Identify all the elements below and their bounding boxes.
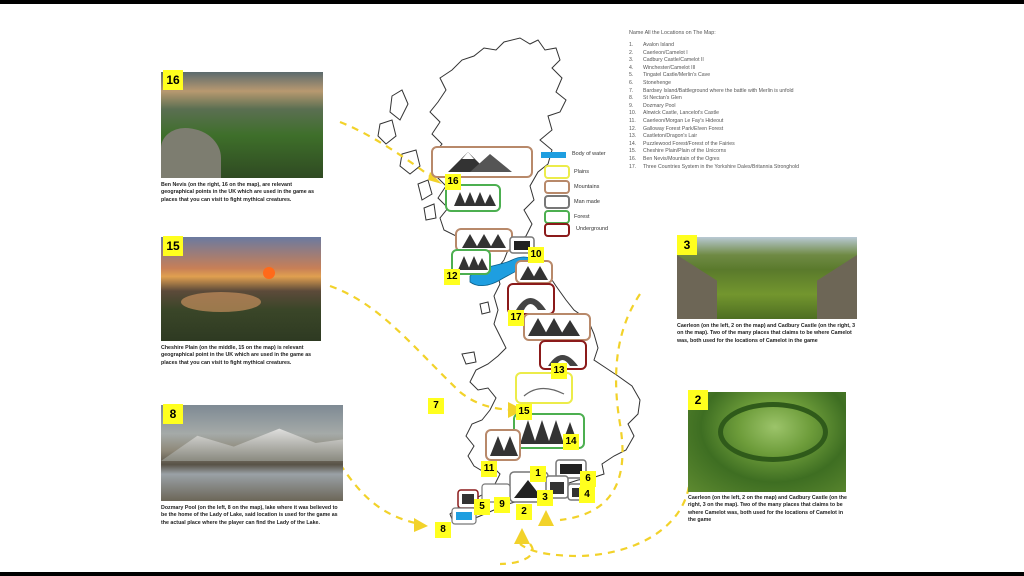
map-label-16: 16 — [445, 174, 461, 190]
map-label-14: 14 — [563, 434, 579, 450]
location-list-text: Caerleon/Morgan Le Fay's Hideout — [643, 117, 724, 124]
location-list-text: Avalon Island — [643, 42, 675, 48]
photo-cadbury-castle — [688, 392, 846, 492]
location-list-number: 13. — [629, 133, 637, 140]
callout-2-caption: Caerleon (on the left, 2 on the map) and Cadbury Castle (on the right, 3 on the map). Two of the many places that claims to be where Camelot was, both used for the locations of Camelot in the game — [688, 495, 847, 524]
map-label-17: 17 — [508, 310, 524, 326]
legend-forest-label: Forest — [574, 214, 590, 220]
location-list-item — [629, 79, 799, 88]
location-list-number: 3. — [629, 57, 634, 64]
location-list-text: Cheshire Plain/Plain of the Unicorns — [643, 148, 727, 155]
callout-16-caption: Ben Nevis (on the right, 16 on the map), are relevant geographical points in the UK which are used in the game as places that you can visit to fight mythical creatures. — [161, 182, 315, 203]
location-list-number: 15. — [629, 148, 637, 155]
location-list-text: Galloway Forest Park/Elven Forest — [643, 125, 724, 132]
map-label-9: 9 — [494, 497, 510, 513]
legend-water-label: Body of water — [572, 151, 606, 157]
map-label-15: 15 — [516, 404, 532, 420]
location-list-text: Dozmary Pool — [643, 102, 676, 109]
location-list-text: Castleton/Dragon's Lair — [643, 133, 698, 140]
map-label-5: 5 — [474, 499, 490, 515]
legend-forest-swatch — [545, 211, 569, 223]
map-label-12: 12 — [444, 269, 460, 285]
location-list-text: Alnwick Castle, Lancelot's Castle — [643, 110, 719, 117]
location-list-text: Ben Nevis/Mountain of the Ogres — [643, 155, 720, 162]
location-list-item — [629, 87, 799, 96]
location-list-item — [629, 57, 799, 65]
location-list-item — [629, 148, 799, 156]
arrowhead-8 — [414, 518, 428, 532]
map-label-8: 8 — [435, 522, 451, 538]
location-list-item — [629, 125, 799, 134]
map-label-10: 10 — [528, 247, 544, 263]
location-list-text: Cadbury Castle/Camelot II — [643, 57, 704, 64]
location-list-item — [629, 155, 799, 164]
location-list-title: Name All the Locations on The Map: — [629, 30, 716, 36]
location-list-text: St Nectan's Glen — [643, 95, 682, 102]
location-list-item — [629, 163, 799, 172]
location-list-number: 12. — [629, 125, 637, 132]
map-label-3: 3 — [537, 490, 553, 506]
location-list-item — [629, 72, 799, 80]
photo-dozmary-pool — [161, 405, 343, 501]
map-label-13: 13 — [551, 363, 567, 379]
arrowhead-3 — [538, 510, 554, 526]
location-list-item — [629, 95, 799, 103]
callout-2-number: 2 — [688, 390, 708, 410]
location-list-item — [629, 117, 799, 126]
location-list-number: 10. — [629, 110, 637, 117]
callout-16-number: 16 — [163, 70, 183, 90]
arrow-8 — [340, 464, 420, 524]
location-list-number: 16. — [629, 155, 637, 162]
hebrides-outline — [390, 90, 408, 120]
callout-3-caption: Caerleon (on the left, 2 on the map) and Cadbury Castle (on the right, 3 on the map). Two of the many places that claims to be where Camelot was, both used for the locations of Camelot in the game — [677, 323, 856, 344]
location-list-number: 2. — [629, 49, 634, 56]
location-list-text: Three Countries System in the Yorkshire Dales/Britannia Stronghold — [643, 163, 799, 170]
location-list-text: Winchester/Camelot III — [643, 64, 696, 71]
arrowhead-2 — [514, 528, 530, 544]
uk-map — [0, 4, 1024, 572]
location-list-text: Stonehenge — [643, 79, 671, 86]
location-list-number: 17. — [629, 163, 637, 170]
photo-caerleon — [677, 237, 857, 319]
location-list-number: 7. — [629, 87, 634, 94]
location-list — [629, 42, 799, 171]
legend-plains-label: Plains — [574, 169, 589, 175]
location-list-number: 6. — [629, 79, 634, 86]
callout-15-caption: Cheshire Plain (on the middle, 15 on the map) is relevant geographical point in the UK which are used in the game as places that you can visit to fight mythical creatures. — [161, 345, 312, 366]
legend-manmade-label: Man made — [574, 199, 600, 205]
location-list-number: 8. — [629, 95, 634, 102]
slide — [0, 4, 1024, 572]
callout-8-number: 8 — [163, 404, 183, 424]
map-label-4: 4 — [579, 487, 595, 503]
legend-mountains-label: Mountains — [574, 184, 600, 190]
callout-3-number: 3 — [677, 235, 697, 255]
map-label-11: 11 — [481, 461, 497, 477]
location-list-item — [629, 110, 799, 118]
photo-ben-nevis — [161, 72, 323, 178]
legend-water-swatch — [541, 152, 566, 158]
location-list-item — [629, 42, 799, 50]
map-label-7: 7 — [428, 398, 444, 414]
map-label-1: 1 — [530, 466, 546, 482]
legend-underground-swatch — [545, 224, 569, 236]
location-list-text: Tingatel Castle/Merlin's Cave — [643, 72, 711, 79]
map-label-2: 2 — [516, 504, 532, 520]
location-list-number: 14. — [629, 140, 637, 147]
location-list-number: 1. — [629, 42, 634, 48]
location-list-item — [629, 49, 799, 58]
legend-plains-swatch — [545, 166, 569, 178]
location-list-item — [629, 64, 799, 73]
location-list-text: Caerleon/Camelot I — [643, 49, 688, 56]
callout-8-caption: Dozmary Pool (on the left, 8 on the map), lake where it was believed to be the home of the Lady of Lake, said location is used for the game as the actual place where the player can find the Lady of the Lake. — [161, 505, 338, 526]
location-list-text: Bardsey Island/Battleground where the battle with Merlin is unfold — [643, 87, 794, 94]
location-list-item — [629, 102, 799, 111]
location-list-number: 11. — [629, 117, 636, 124]
callout-15-number: 15 — [163, 236, 183, 256]
map-label-6: 6 — [580, 471, 596, 487]
location-list-item — [629, 140, 799, 149]
arrow-2b — [500, 544, 533, 564]
legend-manmade-swatch — [545, 196, 569, 208]
legend-underground-label: Underground — [576, 226, 609, 232]
location-list-number: 4. — [629, 64, 634, 71]
location-list-text: Puzzlewood Forest/Forest of the Fairies — [643, 140, 735, 147]
location-list-number: 5. — [629, 72, 634, 79]
legend-mountains-swatch — [545, 181, 569, 193]
location-list-number: 9. — [629, 102, 634, 109]
location-list-item — [629, 133, 799, 141]
photo-cheshire-plain — [161, 237, 321, 341]
